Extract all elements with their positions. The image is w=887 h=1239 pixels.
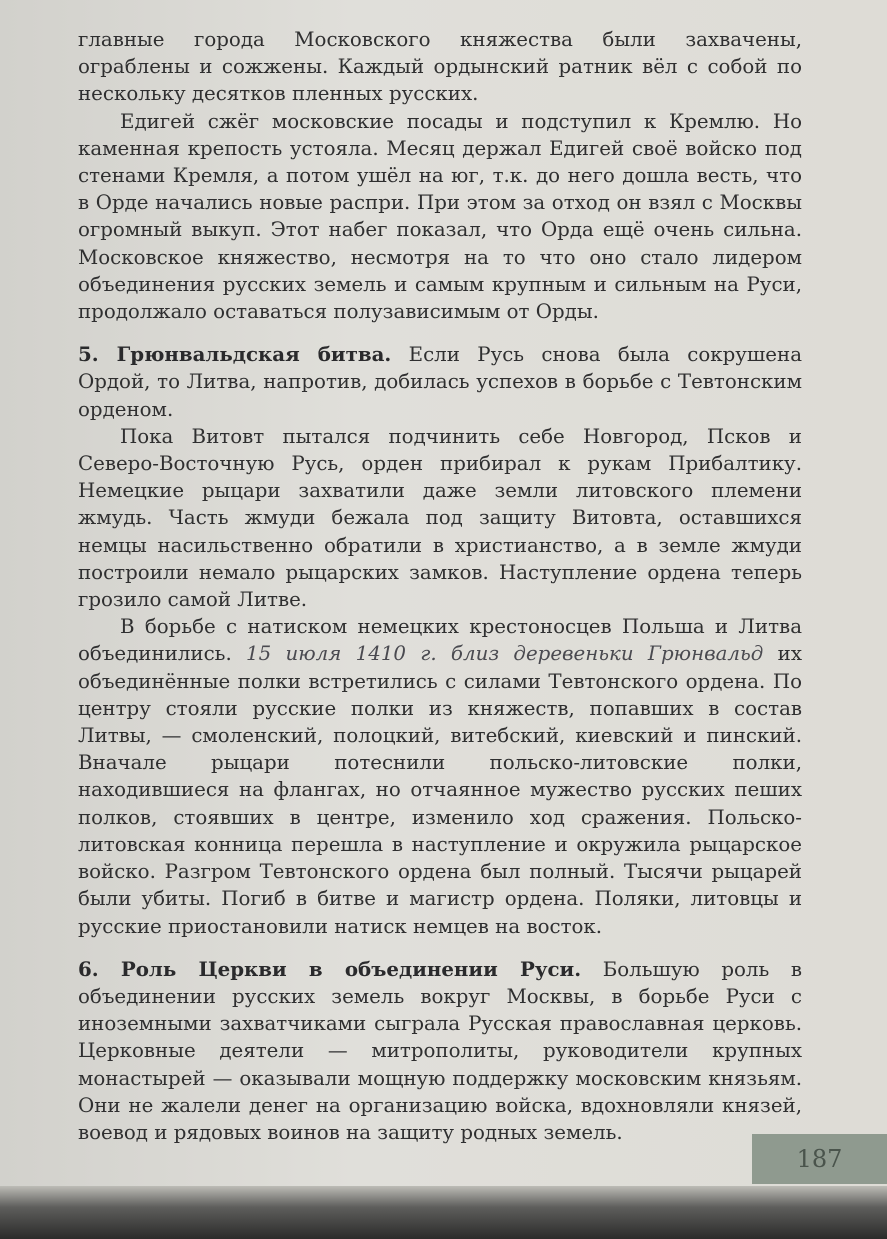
paragraph-4: Пока Витовт пытался подчинить себе Новгород, Псков и Северо-Восточную Русь, орден прибирал к рукам Прибалтику. Немецкие рыцари захватили даже земли литовского племени жмудь. Часть жмуди бежала под защиту Витовта, оставшихся немцы насильственно обратили в христианство, а в земле жмуди построили немало рыцарских замков. Наступление ордена теперь грозило самой Литве. <box>78 424 802 612</box>
section-6-heading: 6. Роль Церкви в объединении Руси. <box>78 956 582 981</box>
paragraph-5 <box>78 613 802 939</box>
paragraph-5-rest: их объединённые полки встретились с силами Тевтонского ордена. По центру стояли русские полки из княжеств, попавших в состав Литвы, — смоленский, полоцкий, витебский, киевский и пинский. Вначале рыцари потеснили польско-литовские полки, находившиеся на флангах, но отчаянное мужество русских пеших полков, стоявших в центре, изменило ход сражения. Польско-литовская конница перешла в наступление и окружила рыцарское войско. Разгром Тевтонского ордена был полный. Тысячи рыцарей были убиты. Погиб в битве и магистр ордена. Поляки, литовцы и русские приостановили натиск немцев на восток. <box>78 642 802 938</box>
paragraph-2: Едигей сжёг московские посады и подступил к Кремлю. Но каменная крепость устояла. Месяц держал Едигей своё войско под стенами Кремля, а потом ушёл на юг, т.к. до него дошла весть, что в Орде начались новые распри. При этом за отход он взял с Москвы огромный выкуп. Этот набег показал, что Орда ещё очень сильна. Московское княжество, несмотря на то что оно стало лидером объединения русских земель и самым крупным и сильным на Руси, продолжало оставаться полузависимым от Орды. <box>78 109 802 324</box>
section-5-paragraph <box>78 341 802 423</box>
section-5-text: Если Русь снова была сокрушена Ордой, то Литва, напротив, добилась успехов в борьбе с Тевтонским орденом. <box>78 343 802 421</box>
scan-bottom-shadow <box>0 1186 887 1239</box>
section-6-paragraph <box>78 956 802 1146</box>
battle-date-emphasis: 15 июля 1410 г. близ деревеньки Грюнвальд <box>246 642 764 666</box>
section-6-text: Большую роль в объединении русских земель вокруг Москвы, в борьбе Руси с иноземными захватчиками сыграла Русская православная церковь. Церковные деятели — митрополиты, руководители крупных монастырей — оказывали мощную поддержку московским князьям. Они не жалели денег на организацию войска, вдохновляли князей, воевод и рядовых воинов на защиту родных земель. <box>78 957 802 1144</box>
paragraph-5-start: В борьбе с натиском немецких крестоносцев Польша и Литва объединились. <box>78 615 802 666</box>
section-5-heading: 5. Грюнвальдская битва. <box>78 342 392 367</box>
paragraph-1: главные города Московского княжества были захвачены, ограблены и сожжены. Каждый ордынский ратник вёл с собой по нескольку десятков пленных русских. <box>78 28 802 106</box>
body-text <box>78 26 802 1146</box>
page-number: 187 <box>752 1134 887 1184</box>
